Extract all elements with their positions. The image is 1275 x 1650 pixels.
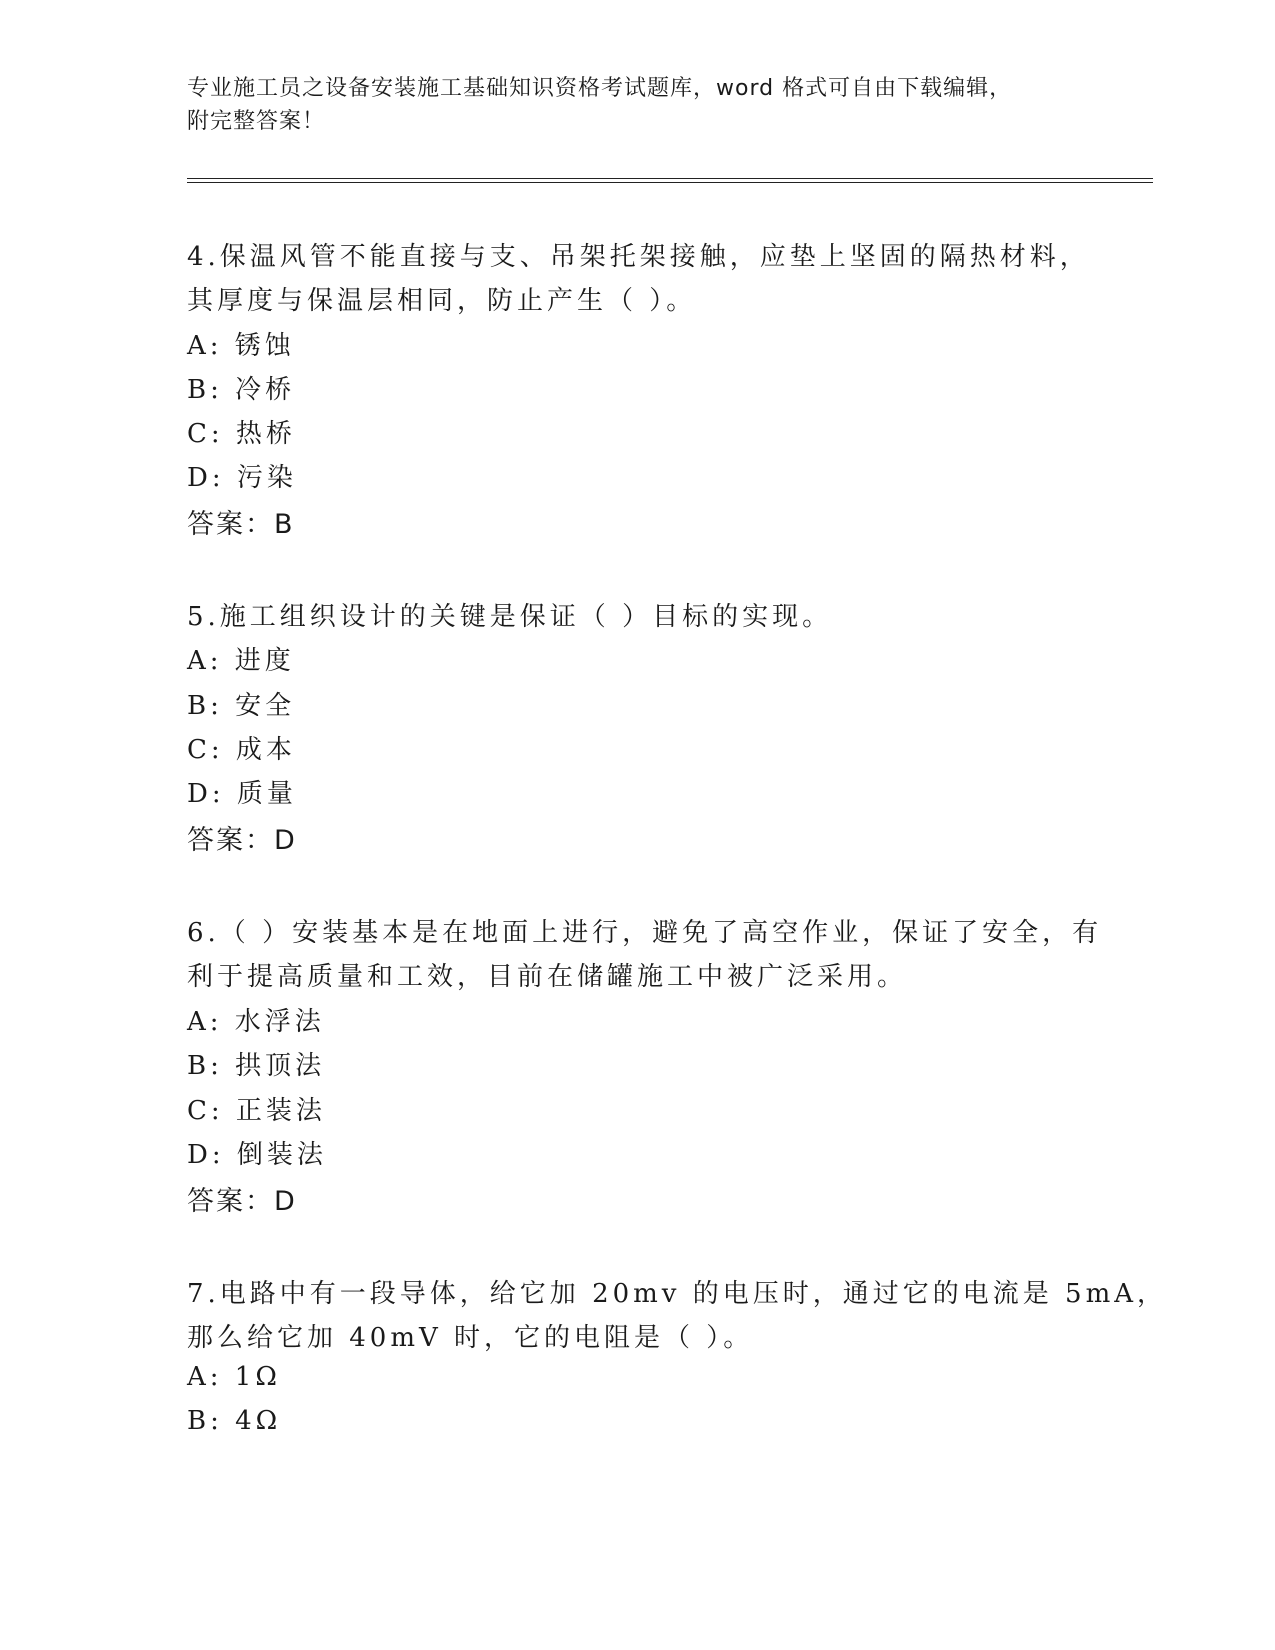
question-4-line-2: 其厚度与保温层相同，防止产生（ ）。: [187, 286, 697, 316]
header-divider-top: [187, 178, 1153, 179]
question-4-option-c: C: 热桥: [187, 419, 296, 449]
question-6-line-2: 利于提高质量和工效，目前在储罐施工中被广泛采用。: [187, 962, 908, 992]
question-5-option-d: D: 质量: [187, 779, 297, 809]
question-7-line-2: 那么给它加 40mV 时，它的电阻是（ ）。: [187, 1323, 754, 1353]
question-7-option-b: B: 4Ω: [187, 1406, 282, 1436]
question-4-option-b: B: 冷桥: [187, 375, 296, 405]
header-line-1: 专业施工员之设备安装施工基础知识资格考试题库，word 格式可自由下载编辑，: [187, 76, 1013, 101]
question-4-option-a: A: 锈蚀: [187, 331, 295, 361]
question-7-line-1: 7.电路中有一段导体，给它加 20mv 的电压时，通过它的电流是 5mA，: [187, 1279, 1168, 1309]
question-5-option-a: A: 进度: [187, 646, 295, 676]
question-7-option-a: A: 1Ω: [187, 1362, 281, 1392]
question-6-option-d: D: 倒装法: [187, 1140, 327, 1170]
question-4-option-d: D: 污染: [187, 463, 297, 493]
question-4-line-1: 4.保温风管不能直接与支、吊架托架接触，应垫上坚固的隔热材料，: [187, 242, 1090, 272]
question-6-option-c: C: 正装法: [187, 1096, 326, 1126]
question-5-option-b: B: 安全: [187, 691, 296, 721]
question-6-answer: 答案：D: [187, 1186, 297, 1217]
question-5-answer: 答案：D: [187, 825, 297, 856]
question-6-line-1: 6.（ ）安装基本是在地面上进行，避免了高空作业，保证了安全，有: [187, 918, 1103, 948]
question-4-answer: 答案：B: [187, 509, 295, 540]
question-6-option-b: B: 拱顶法: [187, 1051, 326, 1081]
question-5-line-1: 5.施工组织设计的关键是保证（ ）目标的实现。: [187, 602, 833, 632]
question-5-option-c: C: 成本: [187, 735, 296, 765]
header-divider-bottom: [187, 182, 1153, 183]
question-6-option-a: A: 水浮法: [187, 1007, 325, 1037]
document-header: [187, 72, 1067, 138]
header-line-2: 附完整答案！: [187, 109, 326, 134]
